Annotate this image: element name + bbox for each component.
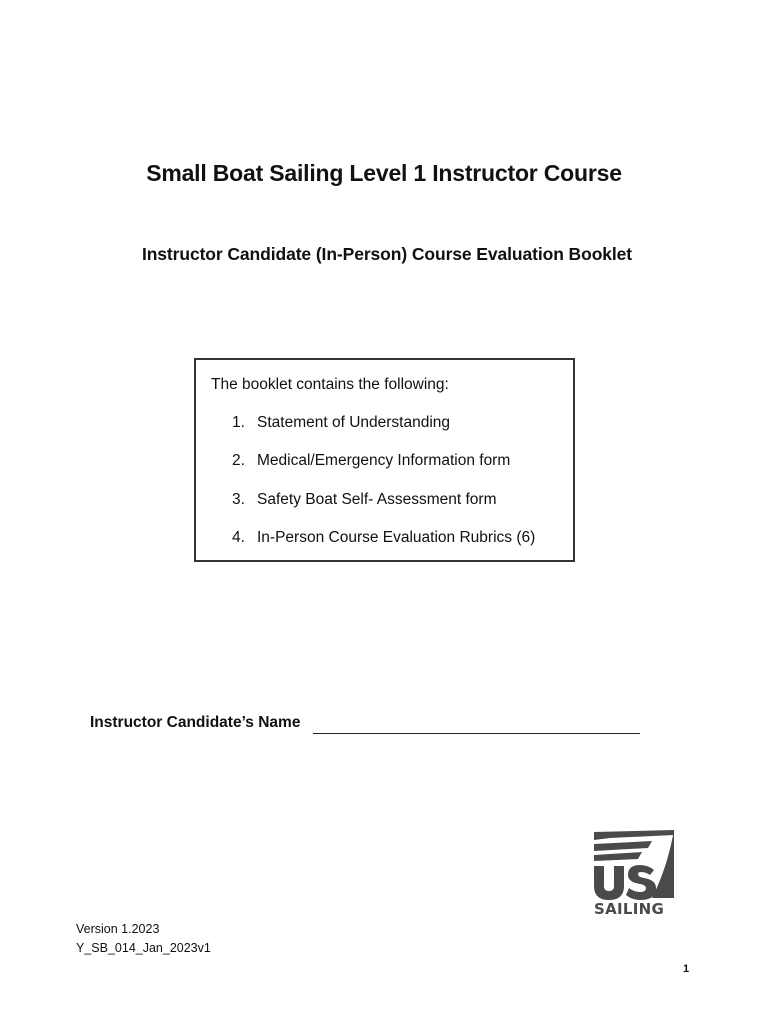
candidate-name-field[interactable] [313,733,640,734]
version-label: Version 1.2023 [76,922,160,936]
candidate-name-label: Instructor Candidate’s Name [90,714,301,731]
document-title: Small Boat Sailing Level 1 Instructor Course [146,160,622,186]
list-item-number: 4. [232,528,245,546]
list-item-label: Safety Boat Self- Assessment form [257,490,497,508]
list-item-label: In-Person Course Evaluation Rubrics (6) [257,528,536,546]
document-subtitle: Instructor Candidate (In-Person) Course Evaluation Booklet [141,244,633,264]
list-item [232,491,535,529]
list-item [232,452,535,490]
list-item [232,529,535,567]
contents-box [194,358,575,562]
us-sailing-logo-icon [590,828,678,900]
list-item-number: 1. [232,414,245,431]
document-code: Y_SB_014_Jan_2023v1 [76,941,211,955]
contents-list [232,414,535,567]
list-item-label: Statement of Understanding [257,414,451,431]
logo-wordmark: SAILING [594,900,665,918]
list-item-number: 3. [232,490,245,508]
list-item-number: 2. [232,452,245,470]
version-info [76,920,211,958]
us-sailing-logo [590,828,678,918]
contents-intro: The booklet contains the following: [211,376,449,393]
list-item [232,414,535,452]
list-item-label: Medical/Emergency Information form [257,452,511,470]
page-number: 1 [683,963,690,975]
